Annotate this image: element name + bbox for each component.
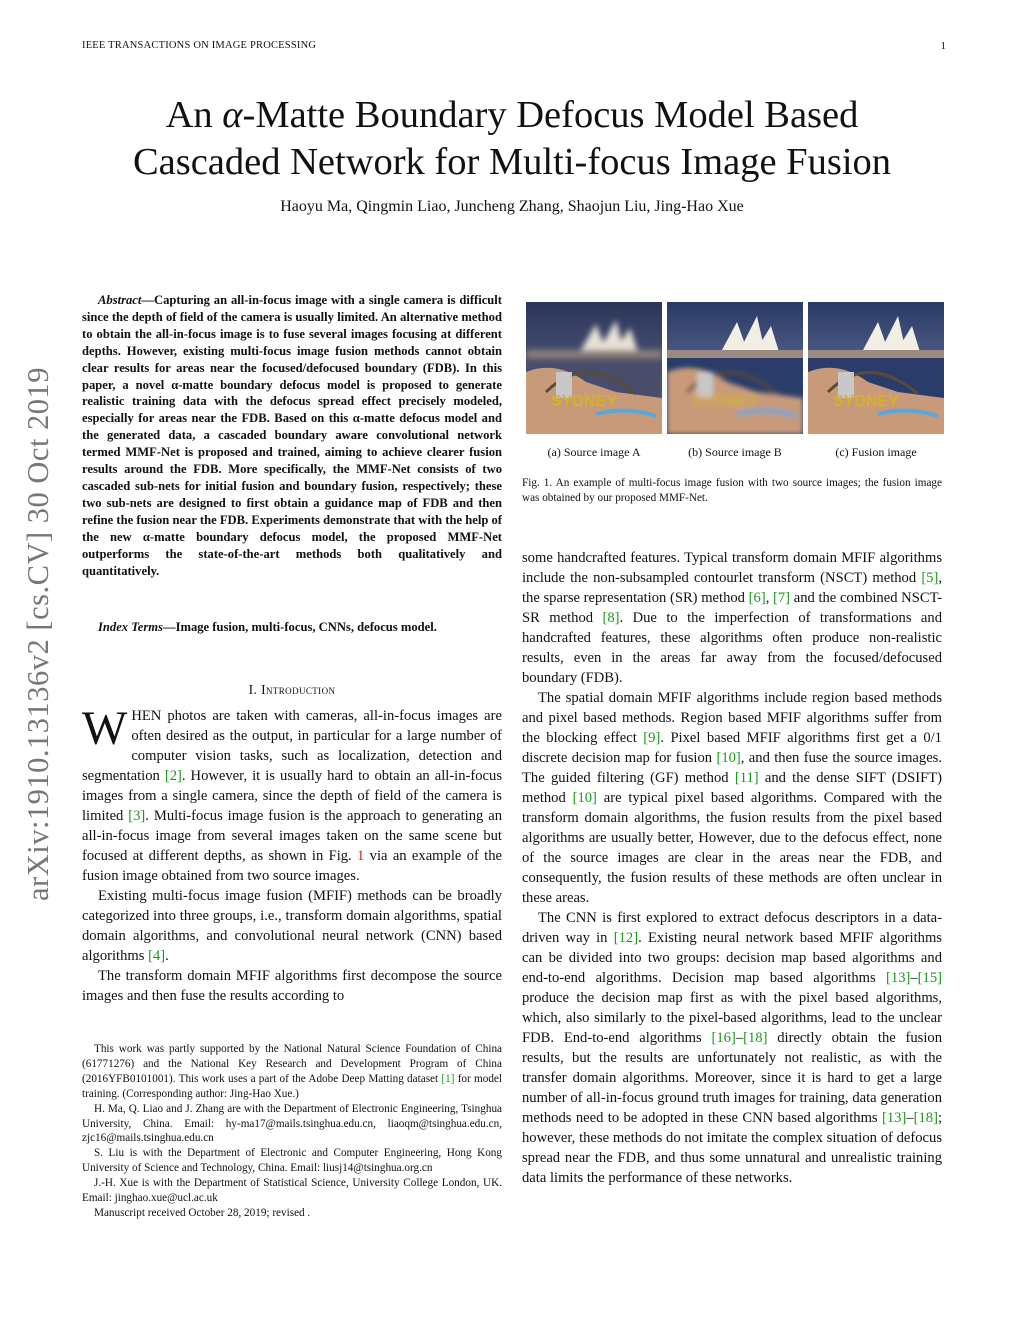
citation-link[interactable]: [1] [441,1072,455,1085]
footnote-funding: This work was partly supported by the National Natural Science Foundation of China (61771276) and the National Key Research and Development Program of China (2016YFB0101001). This work uses a part of the Adobe Deep Matting dataset [1] for model training. (Corresponding author: Jing-Hao Xue.) [82,1043,502,1100]
citation-link[interactable]: [8] [602,610,620,626]
paper-title: An α-Matte Boundary Defocus Model Based Cascaded Network for Multi-focus Image Fusion [132,94,892,183]
right-column-text [522,548,942,1188]
footnote-affiliation: S. Liu is with the Department of Electronic and Computer Engineering, Hong Kong University of Science and Technology, China. Email: liusj14@tsinghua.org.cn [82,1147,502,1175]
citation-link[interactable]: [18] [743,1030,768,1046]
citation-link[interactable]: [9] [643,730,661,746]
citation-link[interactable]: [2] [164,768,182,784]
citation-link[interactable]: [3] [128,808,146,824]
right-paragraph-2: The spatial domain MFIF algorithms include region based methods and pixel based methods. Region based MFIF algorithms suffer from the blocking effect [9]. Pixel based MFIF algorithms first get a 0/1 discrete decision map for fusion [10], and then fuse the source images. The guided filtering (GF) method [11] and the dense SIFT (DSIFT) method [10] are typical pixel based algorithms. Compared with the transform domain algorithms, the fusion results from the pixel based algorithms are usually better, However, due to the defocus effect, none of the source images are clear in the areas near the FDB, and consequently, the fusion results of these methods are often unclear in these areas. [522,690,943,906]
figure-fusion-result [808,302,944,434]
footnote-affiliation: H. Ma, Q. Liao and J. Zhang are with the Department of Electronic Engineering, Tsinghua University, China. Email: hy-ma17@mails.tsinghua.edu.cn, liaoqm@tsinghua.edu.cn, zjc16@mails.tsinghua.edu.cn [82,1102,502,1145]
citation-link[interactable]: [10] [716,750,741,766]
citation-link[interactable]: [12] [613,930,639,946]
citation-link[interactable]: [15] [917,970,942,986]
figure-link[interactable]: 1 [357,848,365,864]
figure-caption: Fig. 1. An example of multi-focus image fusion with two source images; the fusion image was obtained by our proposed MMF-Net. [522,477,942,504]
running-header: IEEE TRANSACTIONS ON IMAGE PROCESSING [82,40,317,51]
footnotes [82,1042,502,1221]
citation-link[interactable]: [10] [572,790,597,806]
intro-paragraph-1: WHEN photos are taken with cameras, all-in-focus images are often desired as the output, in particular for a large number of computer vision tasks, such as localization, detection and segmentation [2]. However, it is usually hard to obtain an all-in-focus images from a single camera, since the depth of field of the camera is limited [3]. Multi-focus image fusion is the approach to generating an all-in-focus image from several images taken on the same scene but focused at different depths, as shown in Fig. 1 via an example of the fusion image obtained from two source images. [82,702,503,884]
figure-caption-a: (a) Source image A [547,445,641,459]
drop-cap: W [82,702,128,755]
figure-sign-text: SYDNEY [692,393,758,410]
section-heading: I. Introduction [248,682,336,697]
citation-link[interactable]: [4] [148,948,166,964]
abstract: Abstract—Capturing an all-in-focus image with a single camera is difficult since the depth of field of the camera is usually limited. An alternative method to obtain the all-in-focus image is to fuse several images focusing at different depths. However, existing multi-focus image fusion methods cannot obtain clear results for areas near the focused/defocused boundary (FDB). In this paper, a novel α-matte boundary defocus model is proposed to generate realistic training data with the defocus spread effect precisely modeled, especially for areas near the FDB. Based on this α-matte defocus model and the generated data, a cascaded boundary aware convolutional network termed MMF-Net is proposed and trained, aiming to achieve clearer fusion results around the FDB. More specifically, the MMF-Net consists of two cascaded sub-nets for initial fusion and boundary fusion, respectively; these two sub-nets are designed to first obtain a guidance map of FDB and then refine the fusion near the FDB. Experiments demonstrate that with the help of the new α-matte boundary defocus model, the proposed MMF-Net outperforms the state-of-the-art methods both qualitatively and quantitatively. [82,293,502,578]
figure-caption-b: (b) Source image B [688,445,782,459]
figure-source-a [526,302,662,434]
citation-link[interactable]: [18] [913,1110,938,1126]
citation-link[interactable]: [7] [773,590,791,606]
citation-link[interactable]: [6] [748,590,766,606]
page-number: 1 [940,40,946,52]
intro-paragraph-3: The transform domain MFIF algorithms first decompose the source images and then fuse the results according to [82,968,502,1004]
citation-link[interactable]: [5] [921,570,939,586]
footnote-affiliation: J.-H. Xue is with the Department of Statistical Science, University College London, UK. Email: jinghao.xue@ucl.ac.uk [82,1177,502,1205]
figure-source-b [667,302,803,434]
figure-sign-text: SYDNEY [551,393,617,410]
author-list: Haoyu Ma, Qingmin Liao, Juncheng Zhang, Shaojun Liu, Jing-Hao Xue [280,198,744,215]
citation-link[interactable]: [13] [886,970,911,986]
right-paragraph-1: some handcrafted features. Typical transform domain MFIF algorithms include the non-subsampled contourlet transform (NSCT) method [5], the sparse representation (SR) method [6], [7] and the combined NSCT-SR method [8]. Due to the imperfection of transformations and handcrafted features, these algorithms often produce non-realistic results, even in the areas far away from the focused/defocused boundary (FDB). [522,550,943,686]
arxiv-identifier: arXiv:1910.13136v2 [cs.CV] 30 Oct 2019 [21,366,55,901]
figure-sign-text: SYDNEY [833,393,899,410]
figure-caption-c: (c) Fusion image [835,445,917,459]
intro-paragraph-2: Existing multi-focus image fusion (MFIF) methods can be broadly categorized into three groups, i.e., transform domain algorithms, spatial domain algorithms, and convolutional neural network (CNN) based algorithms [4]. [82,888,502,964]
index-terms: Index Terms—Image fusion, multi-focus, CNNs, defocus model. [98,620,437,634]
intro-text [82,702,503,1006]
citation-link[interactable]: [13] [881,1110,907,1126]
citation-link[interactable]: [11] [734,770,759,786]
footnote-manuscript: Manuscript received October 28, 2019; revised . [94,1206,311,1219]
right-paragraph-3: The CNN is first explored to extract defocus descriptors in a data-driven way in [12]. Existing neural network based MFIF algorithms can be divided into two groups: decision map based algorithms and end-to-end algorithms. Decision map based algorithms [13]–[15] produce the decision map first as with the pixel based algorithms, which, also similarly to the pixel-based algorithms, lead to the unclear FDB. End-to-end algorithms [16]–[18] directly obtain the fusion results, but the results are unfortunately not realistic, as with the transfer domain algorithms. Moreover, since it is hard to get a large number of all-in-focus ground truth images for training, data generation methods need to be adopted in these CNN based algorithms [13]–[18]; however, these methods do not imitate the complex situation of defocus spread near the FDB, and thus some unnatural and unrealistic training data limits the performance of these networks. [522,910,942,1186]
citation-link[interactable]: [16] [711,1030,736,1046]
